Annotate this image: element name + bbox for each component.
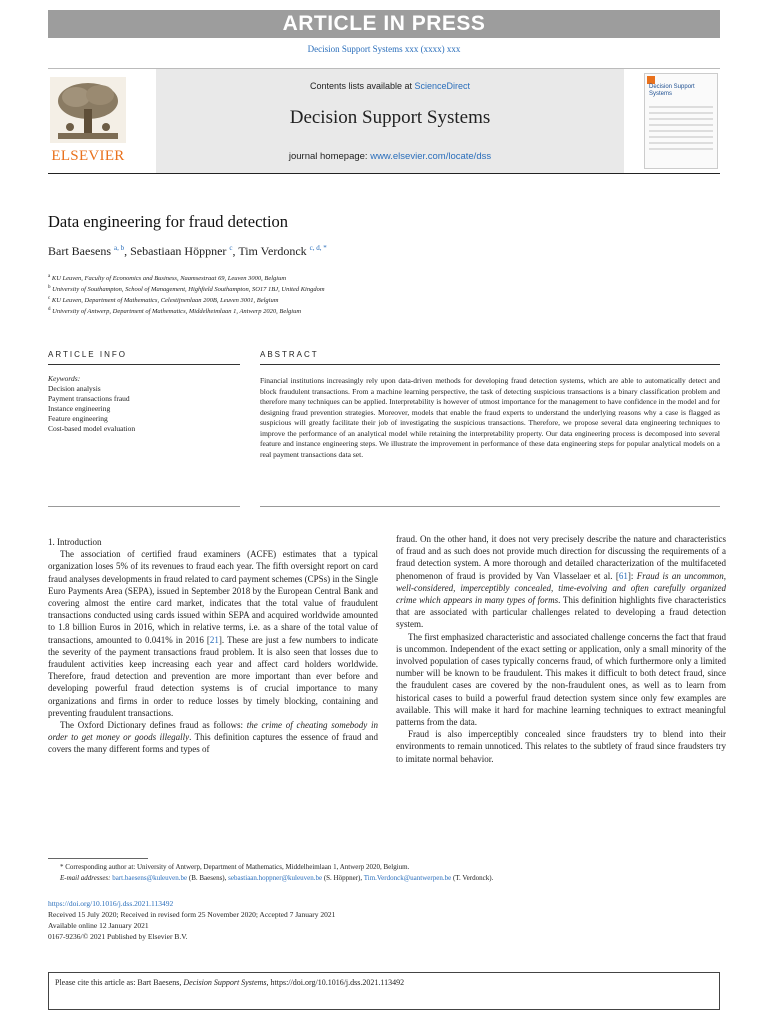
footnotes bbox=[48, 862, 720, 884]
keyword-item: Decision analysis bbox=[48, 384, 101, 393]
article-in-press-banner: ARTICLE IN PRESS bbox=[48, 10, 720, 38]
affiliation-text: KU Leuven, Faculty of Economics and Business, Naamsestraat 69, Leuven 3000, Belgium bbox=[51, 275, 287, 283]
affiliation-label: b bbox=[48, 285, 51, 291]
paragraph-text: . This definition highlights five characteristics that are associated with particular challenges related to developing a fraud detection system. bbox=[396, 595, 727, 630]
body-paragraph bbox=[48, 719, 378, 756]
available-online-date: Available online 12 January 2021 bbox=[48, 921, 149, 930]
keywords-bottom-rule bbox=[48, 506, 240, 507]
masthead-center-panel bbox=[156, 69, 624, 173]
journal-reference[interactable]: Decision Support Systems xxx (xxxx) xxx bbox=[307, 44, 461, 54]
citation-box bbox=[48, 972, 720, 1010]
author-affiliation-marker[interactable]: a, b bbox=[113, 244, 125, 252]
definition-quote: Fraud is an uncommon, well-considered, imperceptibly concealed, time-evolving and often carefully organized crime which appears in many types of forms bbox=[396, 570, 726, 606]
author-list: Bart Baesens $^{a, b}$, Sebastiaan Höppner $^c$, Tim Verdonck $^{c, d, *}$ bbox=[48, 244, 327, 258]
paragraph-text: ]: bbox=[627, 570, 637, 581]
paragraph-text: . This definition captures the essence of fraud and covers the many different forms and types of bbox=[48, 732, 378, 755]
journal-title: Decision Support Systems bbox=[289, 107, 491, 128]
homepage-link[interactable]: www.elsevier.com/locate/dss bbox=[370, 151, 492, 162]
elsevier-logo[interactable] bbox=[48, 75, 128, 171]
sciencedirect-link[interactable]: ScienceDirect bbox=[414, 81, 471, 91]
homepage-label: journal homepage: bbox=[288, 151, 371, 162]
affiliation-item bbox=[48, 272, 325, 283]
corresponding-author-note: * Corresponding author at: University of Antwerp, Department of Mathematics, Middelheimlaan 1, Antwerp 2020, Belgium. bbox=[60, 863, 410, 871]
contents-line bbox=[156, 81, 624, 91]
citation-link[interactable]: 61 bbox=[618, 570, 628, 581]
journal-homepage-line bbox=[156, 151, 624, 162]
abstract-rule bbox=[260, 364, 720, 365]
affiliation-text: University of Antwerp, Department of Mathematics, Middelheimlaan 1, Antwerp 2020, Belgium bbox=[52, 308, 302, 316]
email-label: E-mail addresses: bbox=[60, 874, 111, 882]
citation-journal: Decision Support Systems bbox=[183, 978, 267, 987]
body-paragraph bbox=[396, 533, 726, 631]
body-column-right bbox=[396, 533, 726, 765]
email-addresses-line bbox=[48, 873, 720, 884]
email-link[interactable]: Tim.Verdonck@uantwerpen.be bbox=[363, 874, 452, 882]
affiliations bbox=[48, 272, 325, 317]
author-name[interactable]: Sebastiaan Höppner bbox=[130, 244, 227, 258]
author-name[interactable]: Bart Baesens bbox=[48, 244, 111, 258]
paragraph-text: The Oxford Dictionary defines fraud as follows: bbox=[60, 720, 247, 731]
author-affiliation-marker[interactable]: c bbox=[229, 244, 233, 252]
cover-emblem-icon bbox=[647, 76, 655, 84]
affiliation-item bbox=[48, 294, 325, 305]
paper-title: Data engineering for fraud detection bbox=[48, 212, 289, 231]
section-heading-introduction: 1. Introduction bbox=[48, 537, 102, 547]
author-affiliation-marker[interactable]: c, d, * bbox=[309, 244, 327, 252]
journal-cover-thumbnail[interactable] bbox=[644, 73, 718, 169]
author-name[interactable]: Tim Verdonck bbox=[238, 244, 307, 258]
email-owner: (T. Verdonck). bbox=[451, 874, 494, 882]
keywords-label: Keywords: bbox=[48, 374, 81, 383]
definition-quote: the crime of cheating somebody in order to get money or goods illegally bbox=[48, 720, 378, 743]
publisher-name: ELSEVIER bbox=[51, 148, 125, 164]
email-link[interactable]: sebastiaan.hoppner@kuleuven.be bbox=[228, 874, 323, 882]
email-owner: (S. Höppner), bbox=[322, 874, 364, 882]
keyword-item: Payment transactions fraud bbox=[48, 394, 130, 403]
article-info-rule bbox=[48, 364, 240, 365]
citation-doi[interactable]: , https://doi.org/10.1016/j.dss.2021.113492 bbox=[266, 978, 405, 987]
affiliation-item bbox=[48, 305, 325, 316]
abstract-text: Financial institutions increasingly rely upon data-driven methods for developing fraud detection systems, which are able to automatically detect and block fraudulent transactions. From a machine learning perspective, the task of detecting suspicious transactions is a binary classification problem and therefore many techniques can be applied. Interpretability is however of utmost importance for the management to have confidence in the model and for designing fraud prevention strategies. Moreover, models that enable the fraud experts to understand the underlying reasons why a case is flagged as suspicious will greatly facilitate their job of investigating the suspicious transactions. Therefore, we propose several data engineering techniques to improve the performance of an analytical model while retaining the interpretability property. Our data engineering process is decomposed into several feature and instance engineering steps. We illustrate the improvement in performance of these data engineering steps for popular analytical models on a real payment transactions data set. bbox=[260, 376, 720, 459]
body-column-left bbox=[48, 536, 378, 756]
keywords-block bbox=[48, 374, 238, 434]
keyword-item: Feature engineering bbox=[48, 414, 108, 423]
footnote-rule bbox=[48, 858, 148, 859]
contents-prefix: Contents lists available at bbox=[309, 81, 415, 91]
affiliation-label: c bbox=[48, 296, 51, 302]
keyword-item: Cost-based model evaluation bbox=[48, 424, 136, 433]
affiliation-text: KU Leuven, Department of Mathematics, Celestijnenlaan 200B, Leuven 3001, Belgium bbox=[51, 297, 279, 305]
paragraph-text: fraud. On the other hand, it does not very precisely describe the nature and characteristics of fraud and as such does not provide much direction for discussing the requirements of a fraud detection system. A more thorough and detailed characterization of the multifaceted phenomenon of fraud is provided by Van Vlasselaer et al. [ bbox=[396, 534, 726, 581]
body-paragraph: The first emphasized characteristic and associated challenge concerns the fact that fraud is uncommon. Independent of the exact setting or application, only a small minority of the involved population of cases typically concerns fraud, of which furthermore only a limited number will be known to be fraudulent. This makes it difficult to both detect fraud, since the fraudulent cases are covered by the non-fraudulent ones, as well as to learn from historical cases to build a powerful fraud detection system since only few examples are available. This will make it hard for machine learning techniques to extract meaningful patterns from the data. bbox=[396, 631, 726, 728]
publication-info bbox=[48, 898, 335, 942]
issn-copyright: 0167-9236/© 2021 Published by Elsevier B.V. bbox=[48, 932, 188, 941]
citation-link[interactable]: 21 bbox=[209, 634, 219, 645]
paragraph-text: ]. These are just a few numbers to indicate the severity of the payment transactions fraud problem. It is also seen that losses due to fraudulent activities keep increasing each year and affect card holders worldwide. Therefore, fraud detection and prevention are more important than ever before and developing powerful fraud detection systems is of crucial importance to many organizations and firms in order to reduce losses by timely blocking, containing and preventing fraudulent transactions. bbox=[48, 634, 378, 718]
paragraph-text: The association of certified fraud examiners (ACFE) estimates that a typical organization loses 5% of its revenues to fraud each year. The fifth oversight report on card fraud analyses developments in fraud related to card payment schemes (CPSs) in the Single Euro Payments Area (SEPA), issued in September 2018 by the European Central Bank and covering almost the entire card market, indicates that the total value of fraudulent transactions conducted using cards issued within SEPA and acquired worldwide amounted to 1.8 billion Euros in 2016, which in relative terms, i.e. as a share of the total value of transactions, amounted to 0.041% in 2016 [ bbox=[48, 549, 378, 645]
doi-link[interactable]: https://doi.org/10.1016/j.dss.2021.113492 bbox=[48, 899, 174, 908]
abstract-heading: ABSTRACT bbox=[260, 350, 319, 359]
affiliation-label: a bbox=[48, 274, 51, 279]
keyword-item: Instance engineering bbox=[48, 404, 111, 413]
email-link[interactable]: bart.baesens@kuleuven.be bbox=[112, 874, 188, 882]
body-paragraph: Fraud is also imperceptibly concealed since fraudsters try to blend into their environments to remain unnoticed. This relates to the subtlety of fraud since fraudsters try to imitate normal behavior. bbox=[396, 729, 726, 764]
elsevier-tree-icon bbox=[50, 77, 126, 143]
cover-decoration bbox=[649, 106, 713, 154]
body-paragraph bbox=[48, 548, 378, 719]
affiliation-label: d bbox=[48, 307, 51, 313]
affiliation-item bbox=[48, 283, 325, 294]
journal-masthead bbox=[48, 68, 720, 174]
article-info-heading: ARTICLE INFO bbox=[48, 350, 127, 359]
citation-prefix: Please cite this article as: Bart Baesens, bbox=[55, 978, 184, 987]
affiliation-text: University of Southampton, School of Management, Highfield Southampton, SO17 1BJ, United Kingdom bbox=[52, 286, 325, 294]
cover-title: Decision Support Systems bbox=[649, 84, 695, 97]
email-owner: (B. Baesens), bbox=[187, 874, 229, 882]
received-dates: Received 15 July 2020; Received in revised form 25 November 2020; Accepted 7 January 2021 bbox=[48, 910, 336, 919]
abstract-bottom-rule bbox=[260, 506, 720, 507]
